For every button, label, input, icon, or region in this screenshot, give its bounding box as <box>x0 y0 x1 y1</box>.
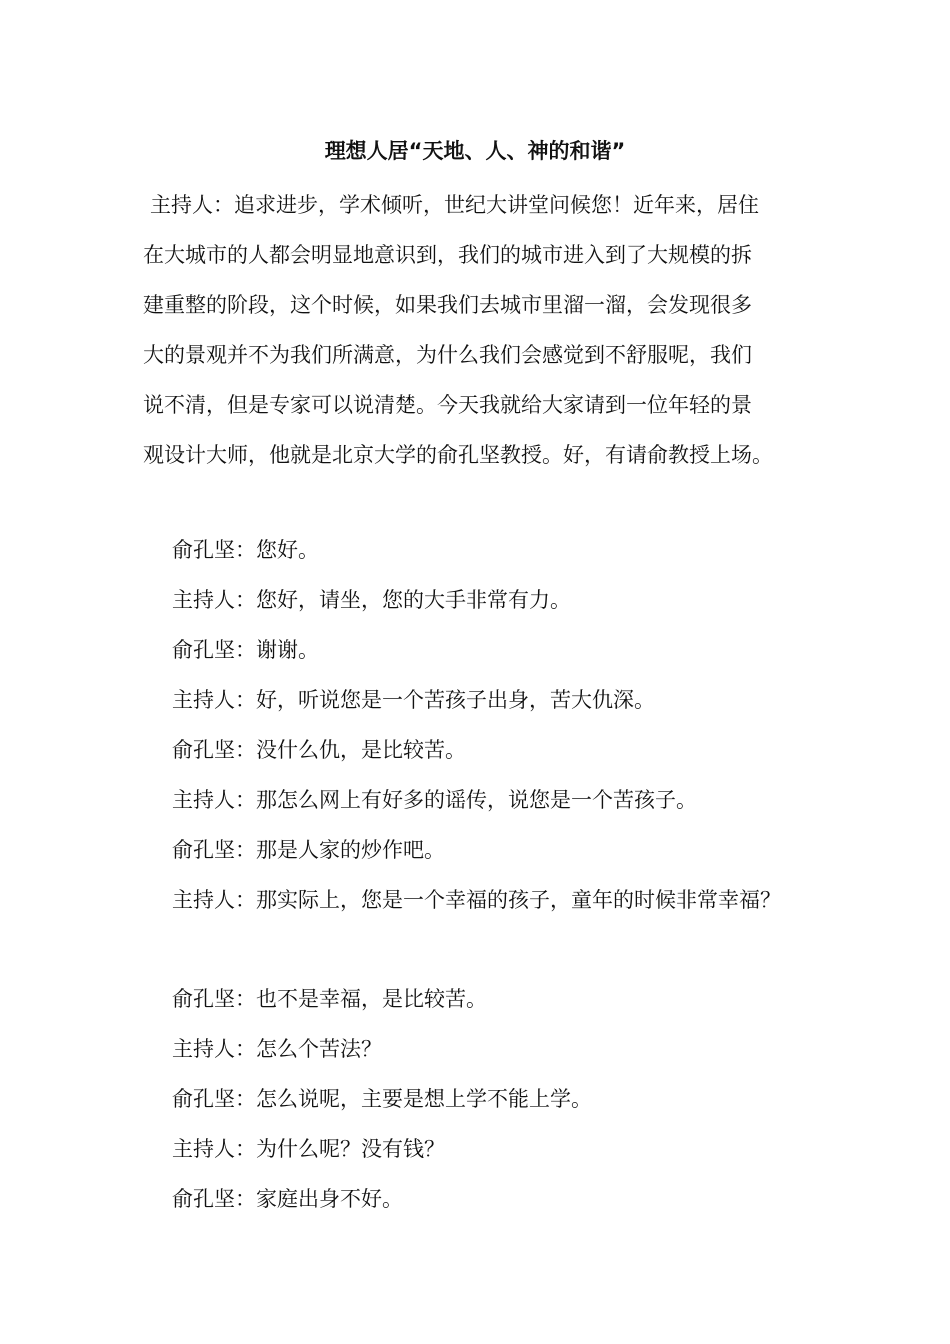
intro-line: 说不清，但是专家可以说清楚。今天我就给大家请到一位年轻的景 <box>143 393 752 417</box>
dialogue-line: 主持人：那怎么网上有好多的谣传，说您是一个苦孩子。 <box>172 788 697 812</box>
intro-line: 大的景观并不为我们所满意，为什么我们会感觉到不舒服呢，我们 <box>143 343 752 367</box>
dialogue-line: 主持人：那实际上，您是一个幸福的孩子，童年的时候非常幸福？ <box>172 888 781 912</box>
dialogue-line: 主持人：您好，请坐，您的大手非常有力。 <box>172 588 571 612</box>
dialogue-line: 俞孔坚：怎么说呢，主要是想上学不能上学。 <box>172 1087 592 1111</box>
dialogue-block <box>172 974 832 1224</box>
intro-line: 观设计大师，他就是北京大学的俞孔坚教授。好，有请俞教授上场。 <box>143 443 773 467</box>
dialogue-line: 主持人：怎么个苦法？ <box>172 1037 382 1061</box>
dialogue-line: 俞孔坚：家庭出身不好。 <box>172 1187 403 1211</box>
dialogue-block <box>172 525 832 925</box>
dialogue-line: 俞孔坚：没什么仇，是比较苦。 <box>172 738 466 762</box>
document-title: 理想人居“天地、人、神的和谐” <box>324 139 626 163</box>
intro-line: 在大城市的人都会明显地意识到，我们的城市进入到了大规模的拆 <box>143 243 752 267</box>
dialogue-line: 俞孔坚：您好。 <box>172 538 319 562</box>
dialogue-line: 俞孔坚：谢谢。 <box>172 638 319 662</box>
intro-line: 建重整的阶段，这个时候，如果我们去城市里溜一溜，会发现很多 <box>143 293 752 317</box>
dialogue-line: 俞孔坚：也不是幸福，是比较苦。 <box>172 987 487 1011</box>
dialogue-line: 主持人：好，听说您是一个苦孩子出身，苦大仇深。 <box>172 688 655 712</box>
intro-paragraph <box>143 180 813 480</box>
dialogue-line: 主持人：为什么呢？没有钱？ <box>172 1137 445 1161</box>
dialogue-line: 俞孔坚：那是人家的炒作吧。 <box>172 838 445 862</box>
intro-line: 主持人：追求进步，学术倾听，世纪大讲堂问候您！近年来，居住 <box>150 193 759 217</box>
